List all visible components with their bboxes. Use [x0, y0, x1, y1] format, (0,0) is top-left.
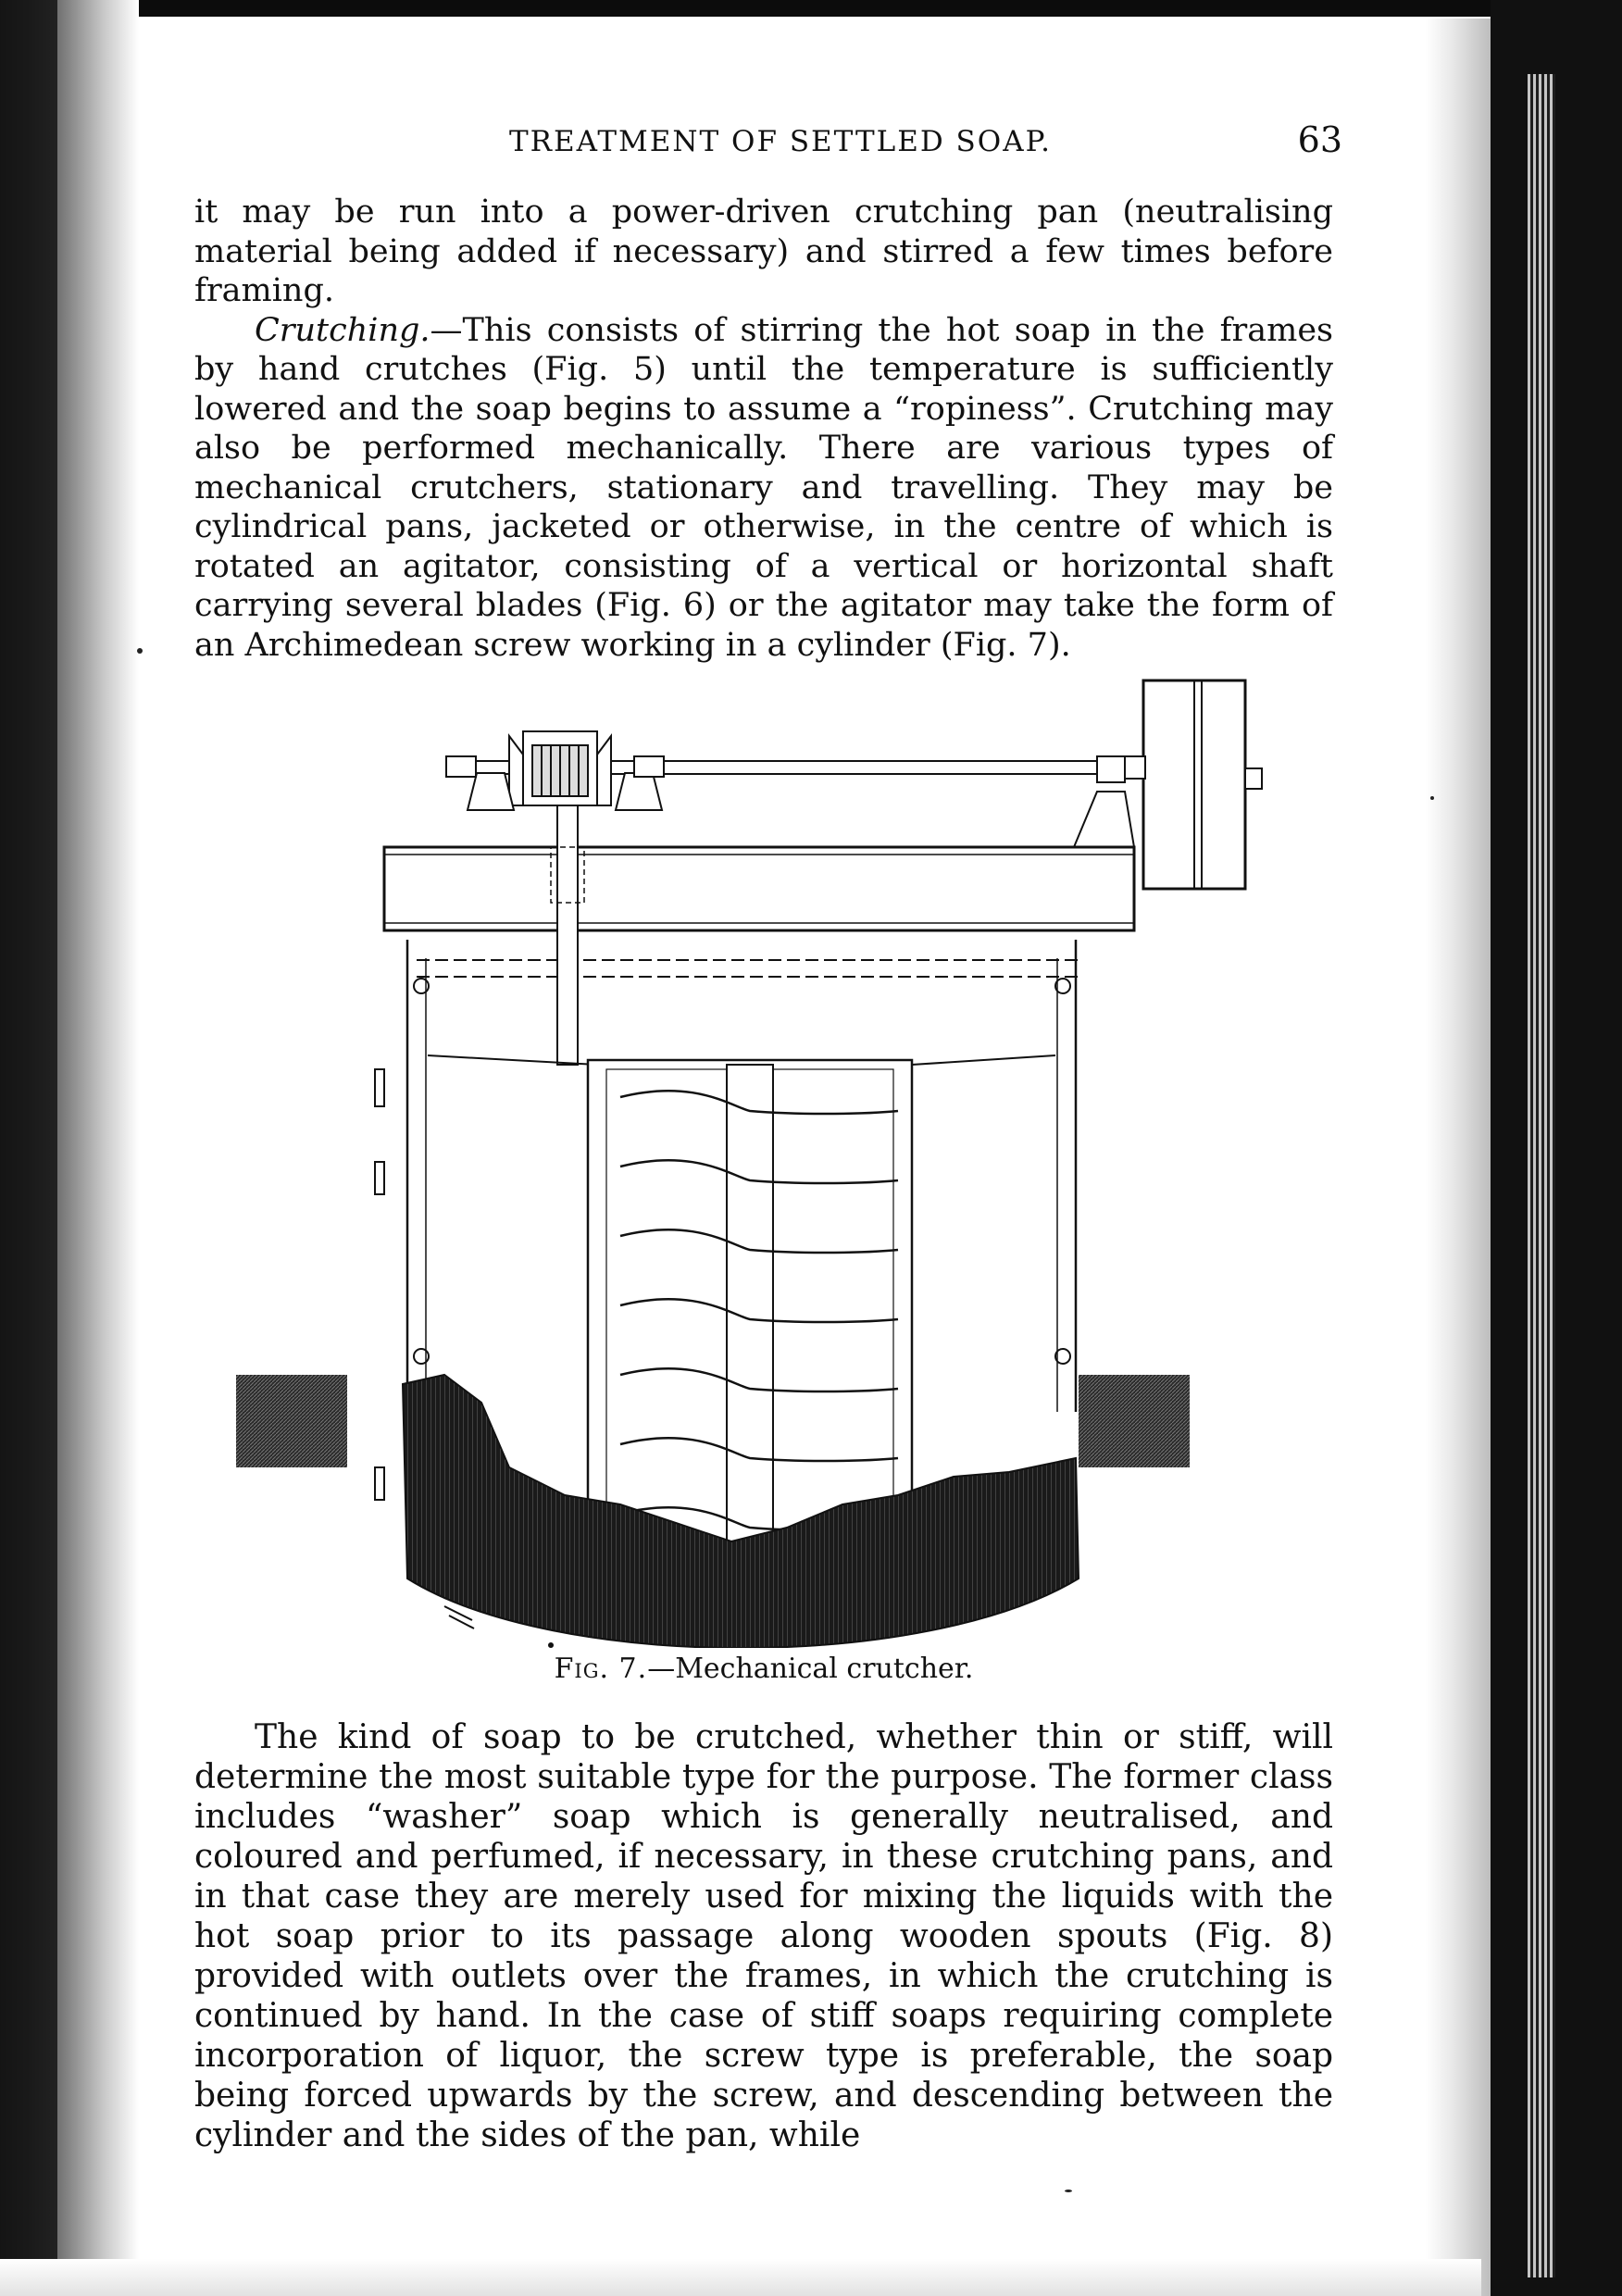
floor-left: [236, 1375, 347, 1467]
running-head: TREATMENT OF SETTLED SOAP.: [509, 125, 1053, 158]
vertical-agitator-shaft: [551, 805, 584, 1065]
page-header: [194, 116, 1342, 171]
paragraph-continuation: it may be run into a power-driven crutching pan (neutralising material being added if necessary) and stirred a few times before framing.: [194, 193, 1333, 309]
scan-page-edges: [1528, 74, 1555, 2277]
speck: [1065, 2190, 1072, 2192]
paragraph-body: —This consists of stirring the hot soap in the frames by hand crutches (Fig. 5) until the temperature is sufficiently lowered and the soap begins to assume a “ropiness”. Crutching may also be performed mechanically. There are various types of mechanical crutchers, stationary and travelling. They may be cylindrical pans, jacketed or otherwise, in the centre of which is rotated an agitator, consisting of a vertical or horizontal shaft carrying several blades (Fig. 6) or the agitator may take the form of an Archimedean screw working in a cylinder (Fig. 7).: [194, 311, 1333, 664]
bridge-beam: [384, 847, 1134, 977]
paragraph-soap-types: The kind of soap to be crutched, whether thin or stiff, will determine the most suitable type for the purpose. The former class includes “washer” soap which is generally neutralised, and coloured and perfumed, if necessary, in these crutching pans, and in that case they are merely used for mixing the liquids with the hot soap prior to its passage along wooden spouts (Fig. 8) provided with outlets over the frames, in which the crutching is continued by hand. In the case of stiff soaps requiring complete incorporation of liquor, the screw type is preferable, the soap being forced upwards by the screw, and descending between the cylinder and the sides of the pan, while: [194, 1718, 1333, 2154]
upper-text-block: [194, 193, 1333, 665]
paragraph-crutching: [194, 311, 1333, 666]
lower-text-block: [194, 1717, 1333, 2155]
scan-bottom-edge: [0, 2259, 1481, 2296]
scan-right-edge: [1491, 0, 1622, 2296]
scan-top-edge: [0, 0, 1622, 17]
figure-mechanical-crutcher: [231, 671, 1278, 1648]
figure-label: Fig. 7.: [554, 1653, 648, 1685]
speck: [1430, 796, 1434, 800]
figure-caption: [194, 1653, 1333, 1685]
scan-right-shadow: [1426, 19, 1491, 2296]
crutcher-illustration: [231, 671, 1278, 1648]
floor-right: [1079, 1375, 1190, 1467]
scan-left-binding: [0, 0, 57, 2296]
pulley-wheel: [1143, 680, 1262, 889]
speck: [137, 648, 143, 654]
page-number: 63: [1297, 119, 1342, 160]
gearbox: [509, 731, 611, 805]
screw-cylinder: [588, 1060, 912, 1551]
run-in-heading: Crutching.: [255, 311, 430, 349]
figure-caption-text: —Mechanical crutcher.: [647, 1653, 974, 1685]
